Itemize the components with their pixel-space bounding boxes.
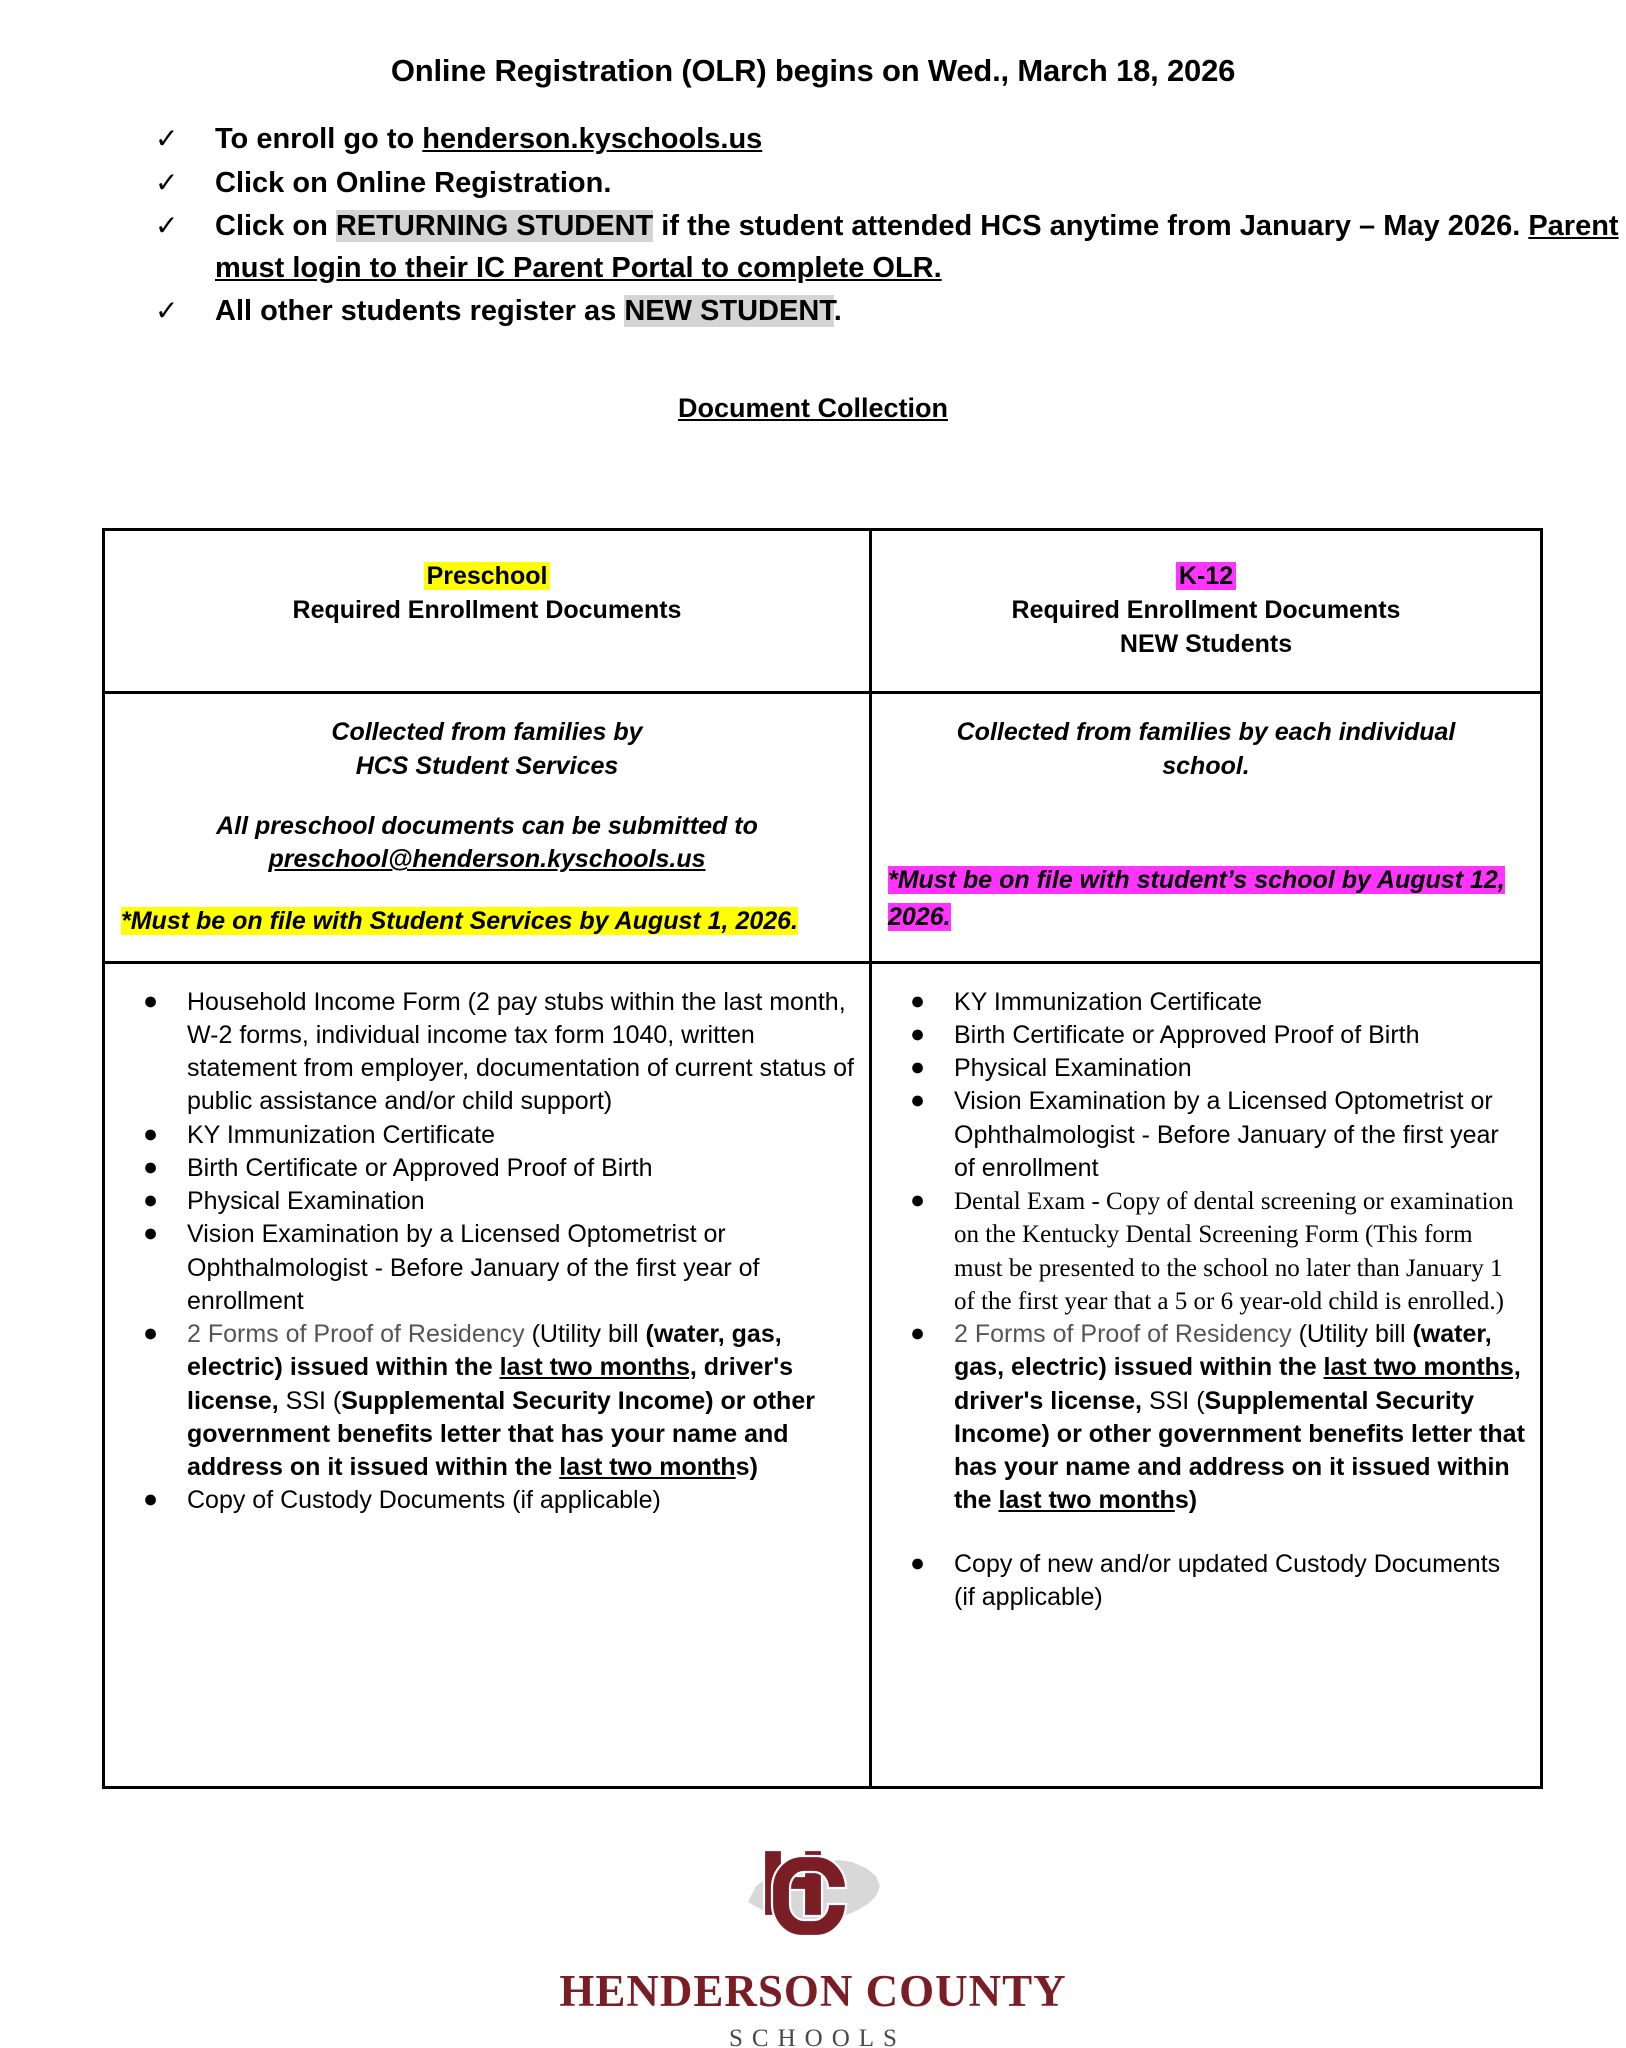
checklist-item-enroll-url [0,119,1626,160]
document-item-ky-immunization-certificate [886,986,1526,1019]
text-run: Parent must login to their IC Parent Portal to complete OLR. [215,210,1619,284]
intro-spacer [121,784,853,810]
text-run: 2 Forms of Proof of Residency [954,1320,1299,1348]
bullet-icon: ● [143,1186,159,1214]
intro-spacer [888,836,1524,862]
text-run: last two month [998,1486,1175,1515]
text-run: Dental Exam - Copy of dental screening or examination on the Kentucky Dental Screening Form (This form must be presented to the school no later than January 1 of the first year that a 5 or 6 year-old child is enrolled.) [954,1188,1514,1315]
document-item-vision-examination [119,1218,855,1318]
intro-line: school. [1162,751,1250,780]
table-documents-row [104,962,1542,1787]
text-run: s) [735,1453,758,1481]
checklist-item-new-student [0,291,1626,332]
intro-cell-k12 [871,693,1542,963]
text-run: KY Immunization Certificate [187,1120,495,1149]
enrollment-checklist [0,119,1626,332]
text-run: 2 Forms of Proof of Residency [187,1320,532,1348]
text-run: Birth Certificate or Approved Proof of Birth [954,1020,1420,1049]
document-item-custody-documents [886,1548,1526,1615]
table-header-row [104,530,1542,693]
text-run: Physical Examination [187,1187,425,1215]
text-run: Supplemental Security Income) or other government benefits letter that has your name and address on it issued within the [187,1386,815,1481]
intro-line: All preschool documents can be submitted to [216,811,758,840]
text-run: if the student attended HCS anytime from January – May 2026. [653,210,1529,243]
column-header-line: Required Enrollment Documents [292,596,682,624]
intro-spacer [888,784,1524,836]
bullet-icon: ● [143,1219,159,1248]
document-item-physical-examination [886,1052,1526,1085]
page-title: Online Registration (OLR) begins on Wed., March 18, 2026 [390,53,1236,88]
document-item-birth-certificate [119,1152,855,1185]
text-run: Click on Online Registration. [215,166,612,199]
check-icon: ✓ [155,210,179,242]
document-item-birth-certificate [886,1019,1526,1052]
text-run: RETURNING STUDENT [335,210,654,243]
intro-line: HCS Student Services [355,751,619,780]
document-collection-table [102,528,1543,1789]
intro-email-link[interactable]: preschool@henderson.kyschools.us [268,845,706,874]
text-run: Copy of Custody Documents (if applicable) [187,1486,661,1515]
text-run: To enroll go to [215,123,423,156]
document-item-dental-exam [886,1185,1526,1318]
text-run: SSI ( [1148,1386,1205,1415]
text-run: Copy of new and/or updated Custody Documents (if applicable) [954,1549,1501,1611]
intro-deadline [888,862,1524,937]
intro-line: Collected from families by [331,718,643,746]
header-cell-k12 [871,530,1542,693]
checklist-item-click-online-registration [0,163,1626,204]
footer-logo [0,1840,1626,2048]
text-run: SSI ( [285,1386,342,1415]
column-tag-k12 [890,559,1522,593]
bullet-icon: ● [143,1485,159,1514]
document-item-custody-documents [119,1484,855,1517]
intro-submission-note [121,810,853,844]
text-run: (water, gas, electric) issued within the [187,1320,782,1382]
bullet-icon: ● [910,986,926,1015]
check-icon: ✓ [155,166,179,198]
bullet-icon: ● [910,1053,926,1081]
column-tag-label: K-12 [1176,562,1236,590]
intro-deadline [121,903,853,941]
text-run: Supplemental Security Income) or other government benefits letter that has your name and address on it issued within the [954,1386,1525,1515]
checklist-item-returning-student [0,206,1626,289]
bullet-icon: ● [143,986,159,1015]
document-item-household-income-form [119,986,855,1119]
intro-spacer [121,877,853,903]
intro-cell-preschool [104,693,871,963]
column-tag-preschool [123,559,851,593]
text-run: last two months, [1323,1353,1521,1382]
document-item-vision-examination [886,1085,1526,1185]
document-item-proof-of-residency [119,1318,855,1484]
text-run: last two months, [499,1353,697,1382]
text-run: last two month [559,1453,736,1481]
logo-district-sub: SCHOOLS [729,2025,906,2048]
section-heading: Document Collection [677,392,948,423]
text-run: Physical Examination [954,1054,1192,1082]
document-item-proof-of-residency [886,1318,1526,1518]
bullet-icon: ● [910,1548,926,1577]
text-run: henderson.kyschools.us [422,123,763,156]
text-run: . [833,295,842,328]
documents-cell-k12 [871,962,1542,1787]
text-run: NEW STUDENT [624,295,834,328]
check-icon: ✓ [155,123,179,155]
logo-district-name: HENDERSON COUNTY [559,1966,1067,2016]
intro-collected-by [121,716,853,784]
text-run: All other students register as [215,295,625,328]
check-icon: ✓ [155,295,179,327]
bullet-icon: ● [143,1119,159,1148]
intro-line: Collected from families by each individual [956,718,1456,746]
intro-collected-by [888,716,1524,784]
text-run: Vision Examination by a Licensed Optometrist or Ophthalmologist - Before January of the first year of enrollment [954,1087,1499,1182]
text-run: driver's license, [954,1386,1149,1415]
bullet-icon: ● [910,1186,926,1214]
bullet-icon: ● [143,1319,159,1347]
text-run: (Utility bill [1298,1320,1413,1348]
bullet-icon: ● [910,1319,926,1347]
text-run: KY Immunization Certificate [954,987,1262,1016]
column-header-line: Required Enrollment Documents [1011,596,1401,624]
text-run: Household Income Form (2 pay stubs within the last month, W-2 forms, individual income tax form 1040, written statement from employer, documentation of current status of public assistance and/or child support) [187,987,854,1116]
column-tag-label: Preschool [424,562,551,590]
text-run: driver's license, [187,1353,794,1415]
bullet-icon: ● [910,1086,926,1115]
text-run: Birth Certificate or Approved Proof of Birth [187,1153,653,1182]
text-run: (Utility bill [531,1320,646,1348]
hc-monogram-icon [718,1840,908,1960]
document-item-ky-immunization-certificate [119,1119,855,1152]
k12-document-list [886,986,1526,1615]
text-run: s) [1174,1486,1198,1515]
column-header-line: NEW Students [1119,630,1293,658]
intro-deadline-text: *Must be on file with student’s school by August 12, 2026. [888,865,1505,931]
text-run: (water, gas, electric) issued within the [954,1320,1492,1382]
text-run: Click on [215,210,336,243]
text-run: Vision Examination by a Licensed Optometrist or Ophthalmologist - Before January of the first year of enrollment [187,1220,760,1315]
preschool-document-list [119,986,855,1518]
header-cell-preschool [104,530,871,693]
intro-deadline-text: *Must be on file with Student Services by August 1, 2026. [121,907,799,935]
table-intro-row [104,693,1542,963]
bullet-icon: ● [910,1019,926,1048]
documents-cell-preschool [104,962,871,1787]
bullet-icon: ● [143,1152,159,1181]
document-item-physical-examination [119,1185,855,1218]
